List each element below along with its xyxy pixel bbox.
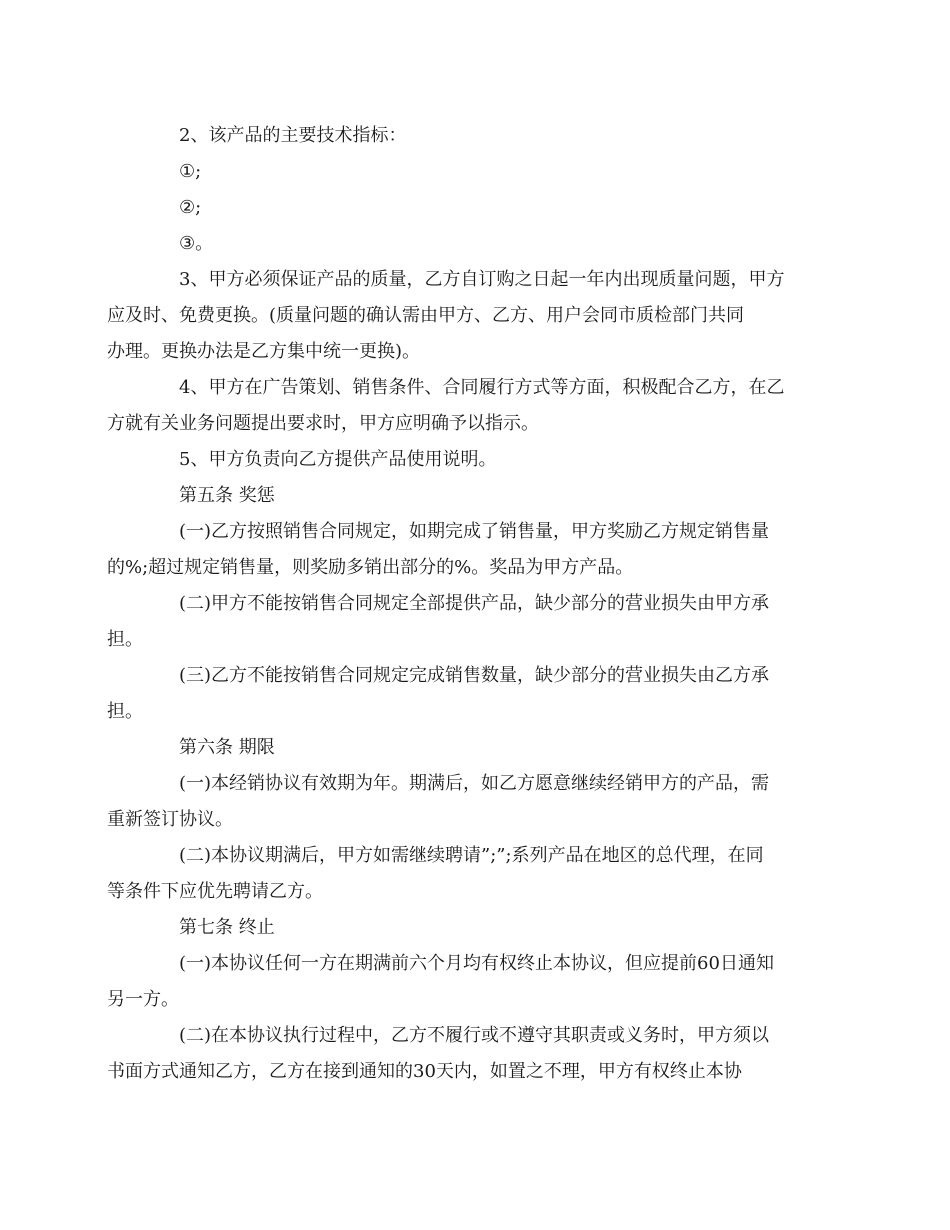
- text-line: 2、该产品的主要技术指标：: [179, 125, 407, 146]
- text-line: ③。: [179, 233, 214, 254]
- paragraph: [143, 226, 803, 262]
- text-line: ②;: [179, 197, 202, 218]
- text-line: 重新签订协议。: [107, 809, 233, 830]
- text-line: 担。: [107, 629, 143, 650]
- text-line: (一)本经销协议有效期为年。期满后，如乙方愿意继续经销甲方的产品，需: [179, 773, 770, 794]
- paragraph: [143, 154, 803, 190]
- paragraph: [107, 658, 803, 730]
- text-line: (三)乙方不能按销售合同规定完成销售数量，缺少部分的营业损失由乙方承: [179, 665, 770, 686]
- text-line: 4、甲方在广告策划、销售条件、合同履行方式等方面，积极配合乙方，在乙: [179, 377, 785, 398]
- paragraph: [107, 946, 803, 1018]
- paragraph: [143, 478, 803, 514]
- text-line: (一)乙方按照销售合同规定，如期完成了销售量，甲方奖励乙方规定销售量: [179, 521, 770, 542]
- text-line: (一)本协议任何一方在期满前六个月均有权终止本协议，但应提前60日通知: [179, 953, 774, 974]
- paragraph: [143, 118, 803, 154]
- text-line: (二)本协议期满后，甲方如需继续聘请”;”;系列产品在地区的总代理，在同: [179, 845, 764, 866]
- text-line: 3、甲方必须保证产品的质量，乙方自订购之日起一年内出现质量问题，甲方: [179, 269, 785, 290]
- text-line: 第六条 期限: [179, 737, 275, 758]
- paragraph: [143, 730, 803, 766]
- paragraph: [107, 586, 803, 658]
- text-line: (二)甲方不能按销售合同规定全部提供产品，缺少部分的营业损失由甲方承: [179, 593, 770, 614]
- paragraph: [107, 1018, 803, 1090]
- paragraph: [107, 370, 803, 442]
- text-line: 另一方。: [107, 989, 179, 1010]
- text-line: 方就有关业务问题提出要求时，甲方应明确予以指示。: [107, 413, 539, 434]
- text-line: ①;: [179, 161, 202, 182]
- paragraph: [107, 514, 803, 586]
- paragraph: [107, 766, 803, 838]
- text-line: 第七条 终止: [179, 917, 275, 938]
- text-line: 应及时、免费更换。(质量问题的确认需由甲方、乙方、用户会同市质检部门共同: [107, 305, 745, 326]
- text-line: 第五条 奖惩: [179, 485, 275, 506]
- paragraph: [143, 190, 803, 226]
- paragraph: [143, 442, 803, 478]
- document-body: [107, 118, 803, 1090]
- text-line: 担。: [107, 701, 143, 722]
- text-line: 等条件下应优先聘请乙方。: [107, 881, 323, 902]
- text-line: 的%;超过规定销售量，则奖励多销出部分的%。奖品为甲方产品。: [107, 557, 634, 578]
- text-line: 书面方式通知乙方，乙方在接到通知的30天内，如置之不理，甲方有权终止本协: [107, 1061, 742, 1082]
- paragraph: [143, 910, 803, 946]
- text-line: (二)在本协议执行过程中，乙方不履行或不遵守其职责或义务时，甲方须以: [179, 1025, 770, 1046]
- paragraph: [107, 838, 803, 910]
- paragraph: [107, 262, 803, 370]
- text-line: 5、甲方负责向乙方提供产品使用说明。: [179, 449, 497, 470]
- text-line: 办理。更换办法是乙方集中统一更换)。: [107, 341, 421, 362]
